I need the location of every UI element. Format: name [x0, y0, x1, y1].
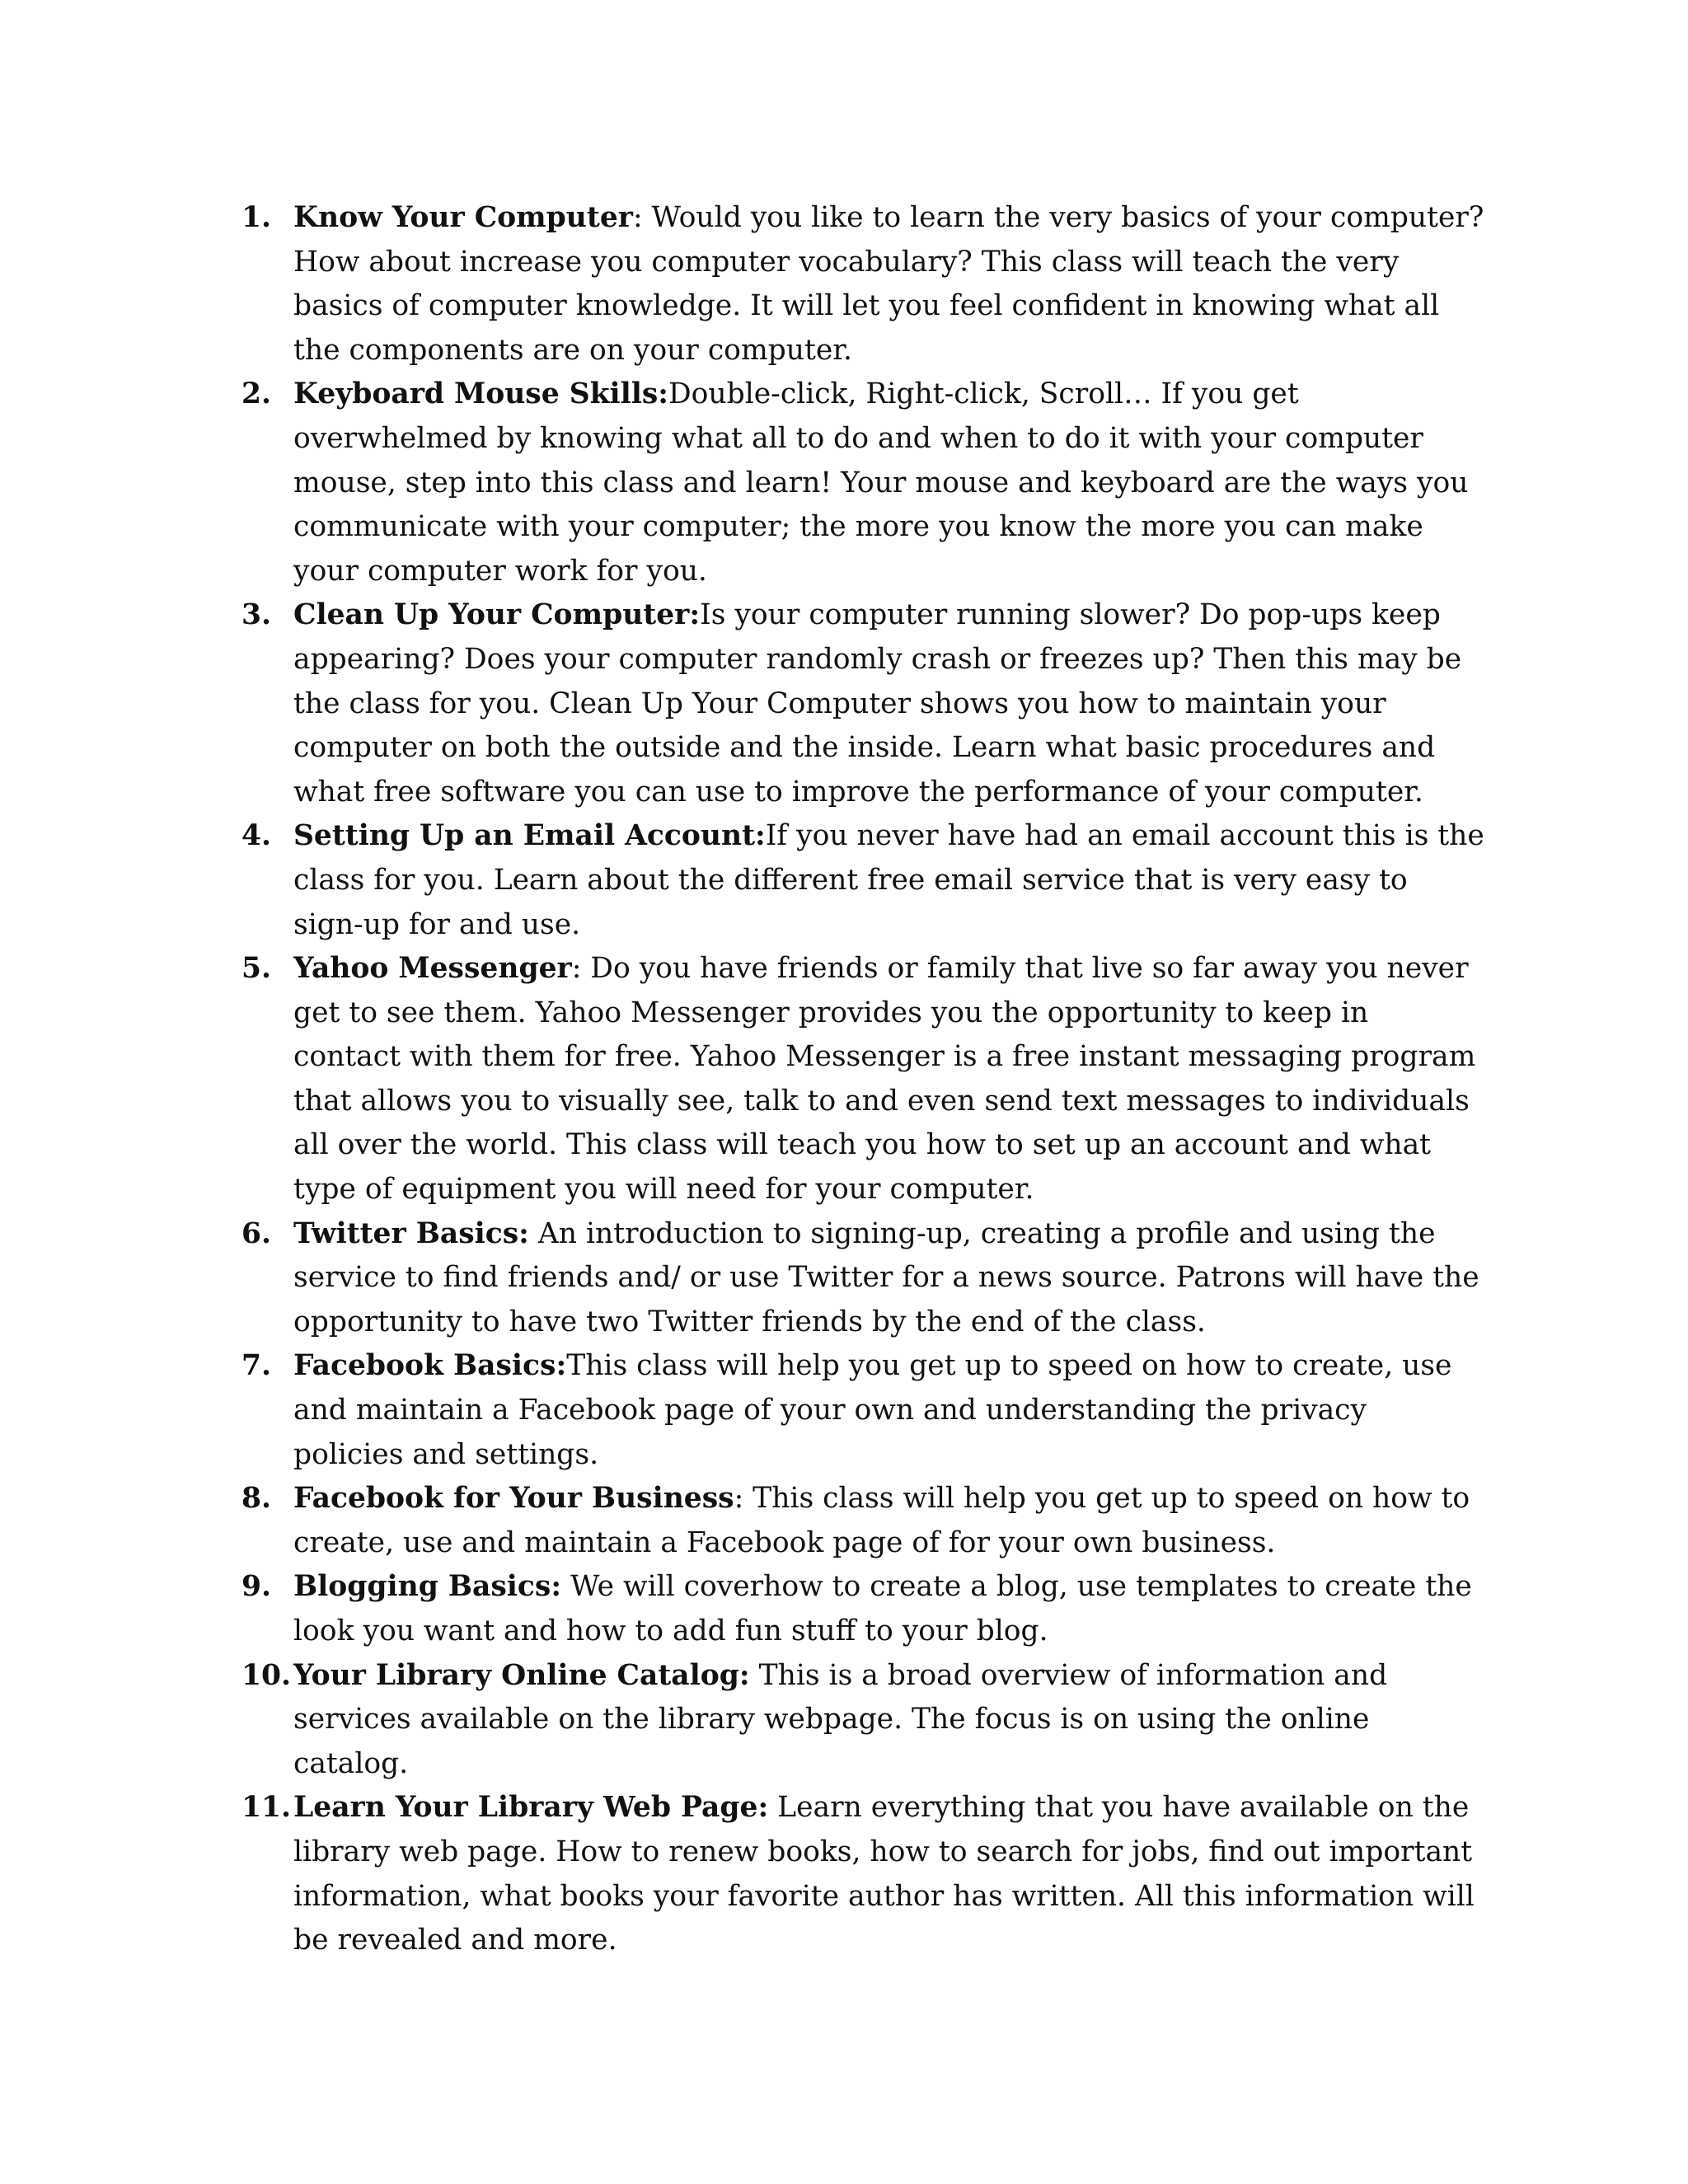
list-item [241, 373, 1484, 593]
item-separator: : [734, 1482, 744, 1516]
item-number: 2. [241, 377, 272, 411]
item-separator: : [632, 201, 643, 234]
item-title: Facebook for Your Business [293, 1482, 734, 1516]
item-description: This is a broad overview of information and services available on the library webpage. The focus is on using the online catalog. [293, 1658, 1388, 1780]
list-item [241, 196, 1484, 373]
list-item [241, 947, 1484, 1212]
list-item [241, 593, 1484, 814]
item-description: If you never have had an email account this is the class for you. Learn about the different free email service that is very easy to sign-up for and use. [293, 819, 1484, 941]
item-title: Blogging Basics: [293, 1570, 562, 1604]
list-item [241, 1477, 1484, 1565]
item-number: 4. [241, 819, 272, 853]
class-list [241, 196, 1484, 1963]
item-description: Would you like to learn the very basics of your computer? How about increase you computer vocabulary? This class will teach the very basics of computer knowledge. It will let you feel confident in knowing what all the components are on your computer. [293, 201, 1484, 367]
item-number: 1. [241, 201, 272, 234]
item-number: 6. [241, 1216, 272, 1250]
item-title: Yahoo Messenger [293, 952, 572, 986]
list-item [241, 814, 1484, 947]
item-title: Know Your Computer [293, 201, 633, 234]
item-number: 11. [241, 1791, 292, 1825]
item-title: Learn Your Library Web Page: [293, 1791, 769, 1825]
list-item [241, 1565, 1484, 1653]
item-description: This class will help you get up to speed on how to create, use and maintain a Facebook page of your own and understanding the privacy policies and settings. [293, 1349, 1452, 1471]
item-description: Do you have friends or family that live so far away you never get to see them. Yahoo Messenger provides you the opportunity to keep in contact with them for free. Yahoo Messenger is a free instant messaging program that allows you to visually see, talk to and even send text messages to individuals all over the world. This class will teach you how to set up an account and what type of equipment you will need for your computer. [293, 952, 1476, 1207]
item-number: 7. [241, 1349, 272, 1383]
item-title: Keyboard Mouse Skills: [293, 377, 668, 411]
list-item [241, 1344, 1484, 1477]
item-number: 10. [241, 1658, 292, 1692]
list-item [241, 1654, 1484, 1787]
item-title: Setting Up an Email Account: [293, 819, 766, 853]
item-title: Your Library Online Catalog: [293, 1658, 750, 1692]
item-description: Learn everything that you have available on the library web page. How to renew books, how to search for jobs, find out important information, what books your favorite author has written. All this information will be revealed and more. [293, 1791, 1475, 1957]
item-number: 9. [241, 1570, 272, 1604]
item-title: Twitter Basics: [293, 1216, 529, 1250]
item-description: This class will help you get up to speed on how to create, use and maintain a Facebook page of for your own business. [293, 1482, 1470, 1559]
item-title: Facebook Basics: [293, 1349, 567, 1383]
item-description: Is your computer running slower? Do pop-ups keep appearing? Does your computer randomly crash or freezes up? Then this may be the class for you. Clean Up Your Computer shows you how to maintain your computer on both the outside and the inside. Learn what basic procedures and what free software you can use to improve the performance of your computer. [293, 598, 1462, 808]
item-description: An introduction to signing-up, creating a profile and using the service to find friends and/ or use Twitter for a news source. Patrons will have the opportunity to have two Twitter friends by the end of the class. [293, 1216, 1479, 1338]
item-title: Clean Up Your Computer: [293, 598, 701, 632]
item-description: Double-click, Right-click, Scroll… If you get overwhelmed by knowing what all to do and when to do it with your computer mouse, step into this class and learn! Your mouse and keyboard are the ways you communicate with your computer; the more you know the more you can make your computer work for you. [293, 377, 1469, 588]
item-number: 3. [241, 598, 272, 632]
item-number: 5. [241, 952, 272, 986]
item-description: We will coverhow to create a blog, use templates to create the look you want and how to add fun stuff to your blog. [293, 1570, 1472, 1647]
list-item [241, 1212, 1484, 1345]
list-item [241, 1786, 1484, 1962]
item-number: 8. [241, 1482, 272, 1516]
item-separator: : [571, 952, 582, 986]
